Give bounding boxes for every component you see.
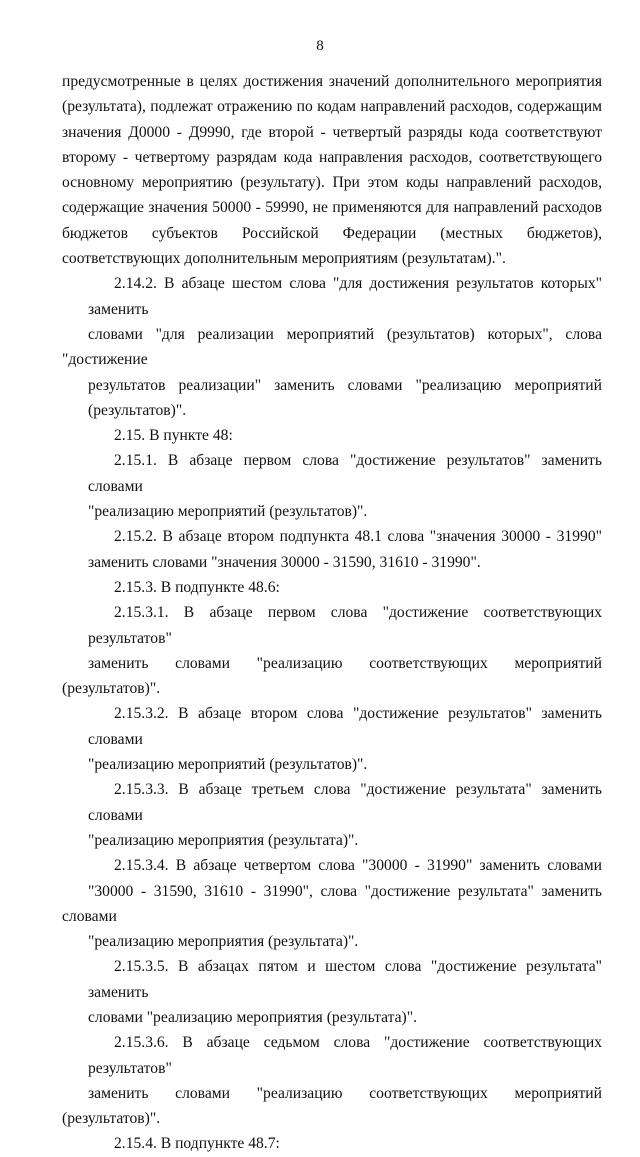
paragraph	[62, 448, 602, 524]
text-line: содержащие значения 50000 - 59990, не применяются для направлений расходов	[62, 199, 602, 217]
text-line: 2.15.3. В подпункте 48.6:	[114, 578, 280, 596]
text-line: словами "для реализации мероприятий (результатов) которых", слова "достижение	[62, 325, 602, 369]
text-line: "реализацию мероприятий (результатов)".	[88, 503, 368, 521]
text-line: заменить словами "реализацию соответствующих мероприятий (результатов)".	[62, 654, 602, 698]
text-line: словами "реализацию мероприятия (результата)".	[88, 1008, 417, 1026]
page-number: 8	[316, 38, 324, 54]
text-line: (результатов)".	[88, 401, 187, 419]
text-line: 2.14.2. В абзаце шестом слова "для достижения результатов которых" заменить	[88, 275, 602, 318]
text-line: бюджетов субъектов Российской Федерации (местных бюджетов),	[62, 224, 602, 242]
text-line: 2.15.3.6. В абзаце седьмом слова "достижение соответствующих результатов"	[88, 1034, 602, 1077]
text-line: заменить словами "значения 30000 - 31590, 31610 - 31990".	[88, 553, 481, 571]
paragraph	[62, 600, 602, 701]
document-body	[62, 69, 602, 1157]
text-line: 2.15.3.2. В абзаце втором слова "достижение результатов" заменить словами	[88, 705, 602, 748]
text-line: "реализацию мероприятия (результата)".	[88, 831, 359, 849]
text-line: 2.15.3.5. В абзацах пятом и шестом слова "достижение результата" заменить	[88, 958, 602, 1001]
text-line: результатов реализации" заменить словами "реализацию мероприятий	[88, 376, 602, 394]
text-line: 2.15.2. В абзаце втором подпункта 48.1 слова "значения 30000 - 31990"	[114, 528, 602, 546]
text-line: (результата), подлежат отражению по кодам направлений расходов, содержащим	[62, 98, 602, 116]
text-line: значения Д0000 - Д9990, где второй - четвертый разряды кода соответствуют	[62, 123, 602, 141]
paragraph	[62, 271, 602, 423]
text-line: соответствующих дополнительным мероприятиям (результатам).".	[62, 250, 506, 268]
text-line: заменить словами "реализацию соответствующих мероприятий (результатов)".	[62, 1084, 602, 1128]
paragraph	[62, 954, 602, 1030]
paragraph	[62, 575, 602, 600]
text-line: основному мероприятию (результату). При этом коды направлений расходов,	[62, 174, 602, 192]
text-line: 2.15.3.3. В абзаце третьем слова "достижение результата" заменить словами	[88, 781, 602, 824]
paragraph	[62, 1030, 602, 1131]
text-line: "реализацию мероприятий (результатов)".	[88, 756, 368, 774]
text-line: 2.15.4. В подпункте 48.7:	[114, 1135, 280, 1153]
text-line: предусмотренные в целях достижения значений дополнительного мероприятия	[62, 73, 602, 90]
text-line: 2.15. В пункте 48:	[114, 427, 233, 445]
text-line: 2.15.3.1. В абзаце первом слова "достижение соответствующих результатов"	[88, 604, 602, 647]
paragraph	[62, 524, 602, 575]
paragraph	[62, 853, 602, 954]
text-line: второму - четвертому разрядам кода направления расходов, соответствующего	[62, 148, 602, 166]
paragraph	[62, 701, 602, 777]
paragraph	[62, 777, 602, 853]
text-line: "30000 - 31590, 31610 - 31990", слова "достижение результата" заменить словами	[62, 882, 602, 925]
text-line: 2.15.1. В абзаце первом слова "достижение результатов" заменить словами	[88, 452, 602, 495]
text-line: "реализацию мероприятия (результата)".	[88, 933, 359, 951]
text-line: 2.15.3.4. В абзаце четвертом слова "30000 - 31990" заменить словами	[114, 857, 602, 875]
paragraph	[62, 423, 602, 448]
paragraph	[62, 69, 602, 271]
paragraph	[62, 1131, 602, 1156]
